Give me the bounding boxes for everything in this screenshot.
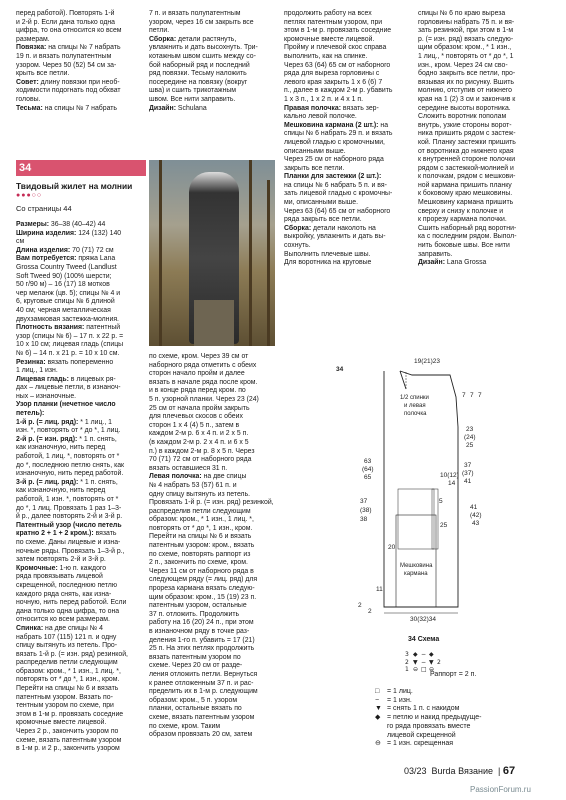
text-line: дана только одна цифра, то она [16,607,120,615]
text-line: сохнуть. [284,242,311,250]
svg-text:(37): (37) [462,470,474,477]
text-line: посередине на повязку (вокруг [149,78,248,86]
text-line: относится ко всем размерам. [16,616,110,624]
text-line: ряд повязки. Тесьму наложить [149,70,247,78]
text-line: Провязать 1-й р. (= изн. ряд) резинкой, [149,499,274,507]
text-line: 7 п. и вязать полупатентным [149,10,241,17]
text-line: образом: кром., * 1 изн., 1 лиц. *, [149,516,254,524]
issue-number: 03/23 [404,766,427,776]
text-line: Узор планки (нечетное число [16,401,116,409]
page-footer: 03/23 Burda Вязание | 67 [404,765,516,777]
legend-item: ⊖ = 1 изн. скрещенная [375,740,454,748]
text-line: для плечевых скосов с обеих [149,413,243,421]
text-line: цифра, то она относится ко всем [16,27,122,35]
text-line: распределив петли следующим [149,507,251,515]
text-line: этом в 1-м р. провязать соседние [284,27,392,35]
text-line: сторон начало пройм и далее [149,370,245,378]
text-line: Перейти на спицы № 6 и вязать [149,533,252,541]
text-line: к ранее отложенным 37 п. и рас- [149,679,254,687]
text-line: как изнаночную, нить перед [16,444,106,452]
text-line: схеме, вязать патентным узором [16,736,122,744]
svg-text:37: 37 [464,462,472,469]
text-line: 3-й р. (= лиц. ряд): * 1 п. снять, [16,478,118,486]
text-line: Сложить воротник пополам [418,113,507,121]
text-line: Повязка: на спицы № 7 набрать [16,44,121,52]
legend-item: лицевой скрещенной [387,731,456,739]
text-line: Вам потребуется: пряжа Lana [16,255,116,263]
text-line: Через 11 см от наборного ряда в [149,567,254,575]
text-line: 1 лиц., 1 изн. [16,367,58,375]
text-line: середине высоты воротника. [418,104,511,112]
text-line: ных – изнаночные. [16,392,77,400]
text-line: спицы № 6 по краю выреза [418,10,506,17]
text-line: по схеме, кром. Таким [149,722,221,730]
text-line: Выполнить плечевые швы. [284,250,371,258]
text-line: закрыть все петли. [284,164,345,172]
text-line: патентным узором: кром., вязать [149,542,255,550]
text-line: схеме. Через 20 см от разде- [149,662,243,670]
text-line: ряда закрыть все петли. [284,216,362,224]
text-line: молнию, отступив от нижнего [418,87,512,95]
text-line: петли. [149,27,170,35]
text-line: Дизайн: Lana Grossa [418,259,487,267]
text-line: 25 п. На этих петлях продолжить [149,645,255,653]
text-line: № 4 набрать 53 (57) 61 п. и [149,481,237,489]
text-line: зать резинкой, при этом в 1-м [418,27,514,35]
text-line: горловины набрать 75 п. и вя- [418,18,515,26]
text-line: спицы № 6 набрать 29 п. и вязать [284,130,393,138]
text-line: щим образом: кром., * 1 изн., [418,44,512,52]
text-line: ходимости подогнать под обхват [16,87,121,95]
text-line: к внутренней стороне полочки [418,156,516,164]
text-line: 37 п. отложить. Продолжить [149,610,240,618]
text-line: рядом с застежкой-молнией и [418,164,514,172]
text-line: Через 25 см от наборного ряда [284,156,384,164]
piece-label-3: полочка [404,411,427,417]
text-line: работой, 1 изн. *, повторять от * [16,496,119,503]
text-line: Дизайн: Schulana [149,104,207,112]
text-line: Патентный узор (число петель [16,521,122,529]
text-line: в изнаночном ряду в точке раз- [149,628,250,635]
text-line: планки, остальные вязать по [149,705,242,713]
text-line: затем повторять 2-й и 3-й р. [16,556,106,564]
text-line: п.) в каждом 2-м р. 8 x 5 п. Через [149,447,255,455]
svg-text:14: 14 [448,480,456,487]
text-line: Тесьма: на спицы № 7 набрать [16,104,118,112]
text-line: Пройму и плечевой скос справа [284,44,387,52]
svg-text:▼: ▼ [413,659,418,666]
text-line: от воротника до нижнего края [418,147,514,155]
text-line: вязать 1-й р. (= изн. ряд) резинкой, [16,650,128,658]
text-line: размерам. [16,35,50,43]
watermark: PassionForum.ru [470,785,531,794]
text-line: Сборка: детали растянуть, [149,35,237,43]
text-line: кромочные вместе лицевой. [284,35,375,43]
text-line: Для воротника на круговые [284,259,372,267]
text-line: до *, 1 лиц. Провязать 1 раз 1–3- [16,504,122,512]
text-line: узором. Через 50 (52) 54 см за- [16,61,117,69]
text-line: наборного ряда отметить с обеих [149,361,257,369]
text-line: узором, через 16 см закрыть все [149,18,254,26]
text-line: 5 п. узорной планки. Через 23 (24) [149,395,259,403]
piece-label-1: 1/2 спинки [400,395,429,401]
text-line: котажным швом сшить между со- [149,52,256,60]
text-line: 1-й р. (= лиц. ряд): * 1 лиц., 1 [16,418,112,426]
text-line: швом. Все нити заправить. [149,95,236,103]
text-line: изн. *, повторять от * до *, 1 лиц. [16,427,121,435]
text-line: Правая полочка: вязать зер- [284,104,379,112]
schema-title: 34 Схема [408,636,440,643]
text-line: нить боковые швы. Все нити [418,242,510,250]
col4-top [418,10,555,268]
svg-text:−: − [421,651,427,658]
text-line: и в конце ряда перед кром. по [149,387,246,395]
text-line: 2-й р. (= изн. ряд): * 1 п. снять, [16,435,117,443]
text-line: сверху и снизу к полочке и [418,207,504,215]
text-line: см [16,238,25,246]
text-line: Сшить наборный ряд воротни- [418,224,517,232]
text-line: ной кармана пришить планку [418,181,512,189]
col1-top [16,10,141,113]
text-line: 2 п., закончить по схеме, кром. [149,559,248,567]
text-line: ника пришить рядом с застеж- [418,130,516,138]
text-line: Совет: длину повязки при необ- [16,78,120,86]
svg-text:7: 7 [470,392,474,399]
top-dim-label: 19(21)23 [414,358,441,365]
text-line: вязать патентным узором по [149,653,241,661]
svg-text:25: 25 [466,442,474,449]
col3-top [284,10,409,268]
text-line: повторять от * до *, 1 изн., кром. [16,676,120,684]
svg-text:3: 3 [405,651,409,658]
text-line: к полочкам, рядом с мешкови- [418,173,516,181]
text-line: Кромочные: 1-ю п. каждого [16,564,107,572]
svg-text:38: 38 [360,516,368,523]
text-line: на спицы № 6 набрать 5 п. и вя- [284,181,387,189]
magazine-name: Burda Вязание [431,766,493,776]
svg-text:2: 2 [437,659,441,666]
svg-text:(42): (42) [470,512,482,519]
text-line: прореза кармана вязать следую- [149,585,255,593]
text-line: лицевой гладью с кромочными, [284,138,385,146]
schema-rapport: Раппорт = 2 п. [430,671,477,678]
svg-text:□: □ [421,666,427,673]
svg-text:2: 2 [358,602,362,609]
left-scale-64: (64) [362,466,374,473]
legend-item: □ = 1 лиц. [375,688,413,695]
svg-text:43: 43 [472,520,480,527]
text-line: ка с последним рядом. Выпол- [418,233,517,241]
text-line: кратно 2 + 1 + 2 кром.): вязать [16,530,117,538]
svg-text:2: 2 [405,659,409,666]
svg-text:▼: ▼ [429,659,434,666]
text-line: зать лицевой гладью с кромочны- [284,190,393,198]
text-line: Soft Tweed 90) (100% шерсти; [16,272,112,280]
text-line: р. (= изн. ряд) вязать следую- [418,35,514,43]
text-line: вязать оставшиеся 31 п. [149,464,228,472]
text-line: 19 п. и вязать полупатентным [16,52,112,60]
text-line: края на 1 (2) 3 см и закончив к [418,95,516,103]
text-line: ления отложить петли. Вернуться [149,670,258,678]
right-23: 23 [466,426,474,433]
text-line: кально левой полочке. [284,113,357,121]
text-line: Левая полочка: на две спицы [149,473,247,481]
text-line: каждом 2-м р. 6 x 4 п. и 2 x 5 п. [149,430,249,438]
text-line: к боковому краю мешковины. [418,190,513,198]
text-line: выкройку, увлажнить и дать вы- [284,233,386,241]
svg-text:5: 5 [439,498,443,505]
svg-text:41: 41 [464,478,472,485]
text-line: Спинка: на две спицы № 4 [16,624,103,632]
text-line: работу на 16 (20) 24 п., при этом [149,619,254,627]
text-line: по схеме, кром. Через 39 см от [149,353,249,360]
text-line: крыть все петли. [16,70,70,78]
text-line: 10 x 10 см; лицевая гладь (спицы [16,341,124,349]
text-line: по схеме. Даны лицевые и изна- [16,538,121,546]
text-line: Мешковина кармана (2 шт.): на [284,121,389,129]
text-line: щим образом: кром., 15 (19) 23 п. [149,593,257,601]
pattern-diagram [336,358,490,632]
svg-text:7: 7 [478,392,482,399]
text-line: 1 x 3 п., 1 x 2 п. и 4 x 1 п. [284,95,364,103]
text-line: Grossa Country Tweed (Landlust [16,263,117,271]
svg-text:11: 11 [376,586,383,593]
svg-text:Мешковина: Мешковина [400,563,433,569]
text-line: продолжить работу на всех [284,10,372,17]
legend-item: ◆ = петлю и накид предыдуще- [375,714,482,722]
text-line: двухзамковая застежка-молния. [16,315,119,323]
text-line: спицу вытянуть из петель. Про- [16,642,118,650]
legend-item: ▼ = снять 1 п. с накидом [375,705,460,713]
left-scale-63: 63 [364,458,372,465]
text-line: 40 см; черная металлическая [16,306,111,314]
svg-text:2: 2 [368,608,372,615]
svg-text:кармана: кармана [404,571,428,577]
text-line: 50 г/90 м) – 16 (17) 18 мотков [16,281,110,289]
text-line: кромочные вместе лицевой. [16,719,107,727]
text-line: скрещенной, последнюю петлю [16,581,117,589]
text-line: бодно закрыть все петли, про- [418,70,516,78]
svg-text:◆: ◆ [429,651,434,658]
text-line: левого края закрыть 1 x 6 (6) 7 [284,78,383,86]
text-line: работой, 1 лиц. *, повторять от * [16,453,120,461]
text-line: Через 63 (64) 65 см от наборного [284,207,391,215]
text-line: Лицевая гладь: в лицевых ря- [16,375,116,383]
text-line: описанными выше. [284,147,346,155]
text-line: ряда провязывать лицевой [16,573,103,581]
text-line: петель): [16,410,45,418]
symbol-legend [375,688,481,749]
text-line: узор (спицы № 6) – 17 п. x 22 р. = [16,332,124,340]
text-line: одну спицу вытянуть из петель. [149,490,251,498]
left-scale-65: 65 [364,474,372,481]
text-line: по схеме, повторять раппорт из [149,550,251,558]
text-line: Планки для застежки (2 шт.): [284,173,382,181]
text-line: ночную, нить перед работой. Если [16,599,127,607]
text-line: каждого ряда снять, как изна- [16,590,112,598]
difficulty-rating: ●●●○○ [16,192,43,199]
svg-text:◆: ◆ [413,651,418,658]
text-line: до *, последнюю петлю снять, как [16,461,125,469]
text-line: № 6) – 14 п. x 21 р. = 10 x 10 см. [16,349,120,357]
text-line: п., далее в каждом 2-м р. убавить [284,87,393,95]
text-line: изнаночную, нить перед работой. [16,470,124,478]
text-line: дах – лицевые петли, в изнаноч- [16,384,121,392]
text-line: Сборка: детали наколоть на [284,224,376,232]
project-number: 34 [16,160,146,176]
text-line: Через 2 р., закончить узором по [16,728,119,736]
legend-item: − = 1 изн. [375,696,412,704]
svg-text:41: 41 [470,504,478,511]
text-line: внутрь, узкие стороны ворот- [418,121,512,129]
text-line: пределить их в 1-м р. следующим [149,688,258,696]
text-line: Ширина изделия: 124 (132) 140 [16,229,122,237]
text-line: повторять от * до *, 1 изн., кром. [149,524,253,532]
text-line: Мешковину кармана пришить [418,199,514,207]
text-line: петлях патентным узором, при [284,18,383,26]
col2-main [149,353,277,740]
svg-text:25: 25 [440,522,448,529]
text-line: Резинка: вязать попеременно [16,358,114,366]
piece-label-2: и левая [404,403,426,409]
text-line: этом в 1-м р. провязать соседние [16,710,124,718]
from-page: Со страницы 44 [16,204,72,213]
text-line: головы. [16,95,41,103]
text-line: набрать 107 (115) 121 п. и одну [16,633,117,641]
text-line: Размеры: 36–38 (40–42) 44 [16,221,106,228]
text-line: изн., кром. Через 24 см сво- [418,61,508,69]
text-line: патентным узором, остальные [149,602,247,610]
svg-text:10(12): 10(12) [440,472,459,479]
text-line: 1 лиц., * повторять от * до *, 1 [418,52,514,60]
model-photo [149,160,275,346]
text-line: (в каждом 2-м р. 2 x 4 п. и 6 x 5 [149,438,249,446]
text-line: образом провязать 20 см, затем [149,731,253,739]
diagram-number: 34 [336,366,344,373]
svg-text:(24): (24) [464,434,476,441]
svg-text:1: 1 [405,666,409,673]
text-line: вязать в начале ряда после кром. [149,378,258,386]
text-line: и 2-й р. Если дана только одна [16,18,116,26]
text-line: ночные ряды. Провязать 1–3-й р., [16,547,125,555]
col2-top [149,10,274,113]
svg-text:⊖: ⊖ [413,666,419,673]
text-line: вязывая их по рисунку. Вшить [418,78,514,86]
text-line: следующем ряду (= лиц. ряд) для [149,576,258,584]
text-line: Плотность вязания: патентный [16,324,121,332]
text-line: как изнаночную, нить перед [16,487,106,495]
text-line: к прорезу кармана полочки. [418,216,507,224]
text-line: Длина изделия: 70 (71) 72 см [16,246,114,254]
text-line: заправить. [418,250,453,258]
page-number: 67 [502,765,516,777]
text-line: ми, описанными выше. [284,199,359,207]
text-line: чер меланж (цв. 5); спицы № 4 и [16,289,121,297]
text-line: 70 (71) 72 см от наборного ряда [149,456,252,464]
svg-text:20: 20 [388,544,396,551]
text-line: й р., далее повторять 2-й и 3-й р. [16,513,123,521]
text-line: деления 1-го п. убавить = 17 (21) [149,636,255,644]
text-line: Перейти на спицы № 6 и вязать [16,685,119,693]
col1-main [16,221,144,754]
svg-text:(38): (38) [360,507,372,514]
text-line: 25 см от начала пройм закрыть [149,404,250,412]
svg-text:−: − [421,659,427,666]
text-line: распределив петли следующим [16,659,118,667]
text-line: образом: кром., * 1 изн., 1 лиц. *, [16,667,121,675]
text-line: выполнить, как на спинке. [284,52,368,60]
text-line: кой. Планку застежки пришить [418,138,516,146]
svg-text:37: 37 [360,498,368,505]
text-line: шва) и сшить трикотажным [149,87,237,95]
text-line: 6, круговые спицы № 6 длиной [16,298,115,306]
text-line: патентным узором. Вязать по- [16,693,113,701]
text-line: перед работой). Повторять 1-й [16,10,115,17]
legend-item: го ряда провязать вместе [387,722,471,730]
text-line: тентным узором по схеме, при [16,702,114,710]
text-line: сторон 1 x 4 (4) 5 п., затем в [149,421,240,429]
svg-text:7: 7 [462,392,466,399]
bottom-dim: 30(32)34 [410,616,437,623]
text-line: бой наборный ряд и последний [149,61,250,69]
project-title: Твидовый жилет на молнии [16,181,133,191]
text-line: увлажнить и дать высохнуть. Три- [149,44,258,52]
svg-text:⊖: ⊖ [429,666,435,673]
text-line: Через 63 (64) 65 см от наборного [284,61,391,69]
text-line: образом: кром., 5 п. узором [149,696,238,704]
text-line: схеме, вязать патентным узором [149,713,255,721]
text-line: ряда для выреза горловины с [284,70,380,78]
text-line: в 1-м р. и 2 р., закончить узором [16,745,120,753]
